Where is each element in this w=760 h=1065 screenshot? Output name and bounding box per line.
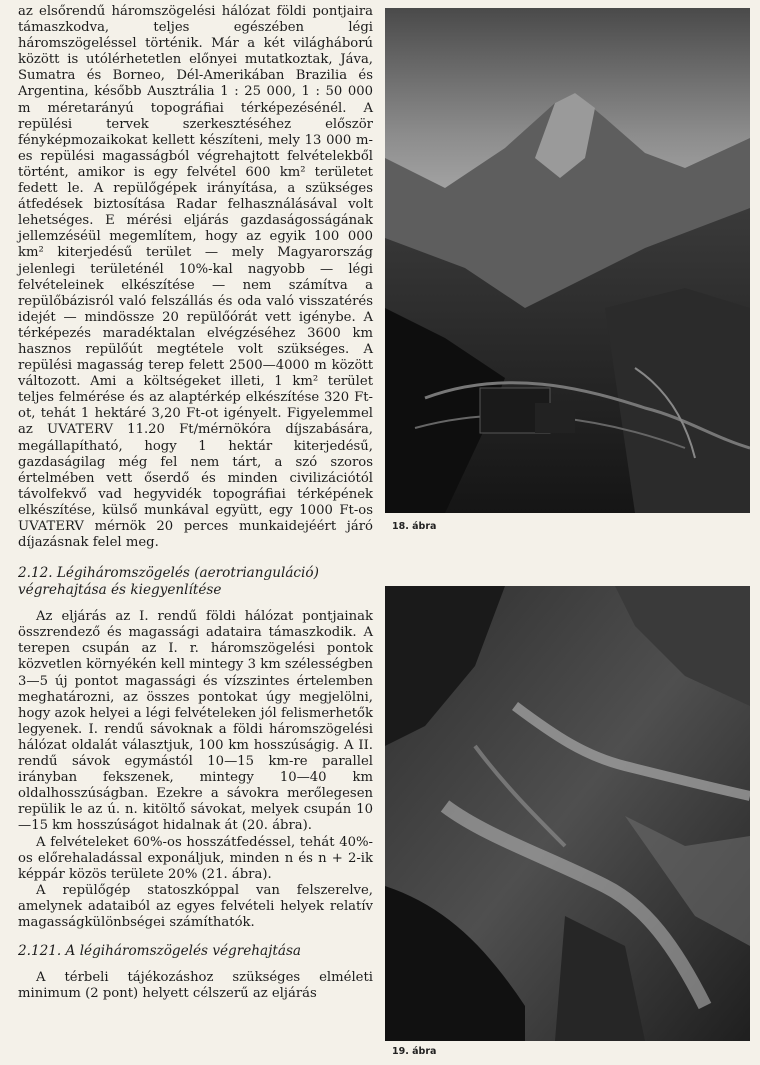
paragraph-5: A térbeli tájékozáshoz szükséges elméleti minimum (2 pont) helyett célszerű az eljárás xyxy=(18,970,373,1002)
figure-18-caption: 18. ábra xyxy=(392,521,437,532)
figure-19-photo xyxy=(385,586,750,1041)
paragraph-1: az elsőrendű háromszögelési hálózat földi pontjaira támaszkodva, teljes egészében légi háromszögeléssel történik. Már a két világháború között is utólérhetetlen előnyei mutatkoztak, Jáva, Sumatra és Borneo, Dél-Amerikában Brazilia és Argentina, később Ausztrália 1 : 25 000, 1 : 50 000 m méretarányú topográfiai térképezésénél. A repülési tervek szerkesztéséhez először fényképmozaikokat kellett készíteni, mely 13 000 m-es repülési magasságból végrehajtott felvételekből történt, amikor is egy felvétel 600 km² területet fedett le. A repülőgépek irányítása, a szükséges átfedések biztosítása Radar felhasználásával volt lehetséges. E mérési eljárás gazdaságosságának jellemzéséül megemlítem, hogy az egyik 100 000 km² kiterjedésű terület — mely Magyarország jelenlegi területénél 10%-kal nagyobb — légi felvételeinek elkészítése — nem számítva a repülőbázisról való felszállás és oda való visszatérés idejét — mindösszе 20 repülőórát vett igénybe. A térképezés maradéktalan elvégzéséhez 3600 km hasznos repülőút megtétele volt szükséges. A repülési magasság terep felett 2500—4000 m között változott. Ami a költségeket illeti, 1 km² terület teljes felmérése és az alaptérkép elkészítése 320 Ft-ot, tehát 1 hektáré 3,20 Ft-ot igényelt. Figyelemmel az UVATERV 11.20 Ft/mérnökóra díjszabására, megállapítható, hogy 1 hektár kiterjedésű, gazdaságilag még fel nem tárt, a szó szoros értelmében vett őserdő és minden civilizációtól távolfekvő vad hegyvidék topográfiai térképének elkészítése, külső munkával együtt, egy 1000 Ft-os UVATERV mérnök 20 perces munkaidejéért járó díjazásnak felel meg. xyxy=(18,4,373,551)
paragraph-3: A felvételeket 60%-os hosszátfedéssel, tehát 40%-os előrehaladással exponáljuk, minden n és n + 2-ik képpár közös területe 20% (21. ábra). xyxy=(18,834,373,882)
section-heading-2-12: 2.12. Légiháromszögelés (aerotrianguláció) végrehajtása és kiegyenlítése xyxy=(18,565,319,599)
figure-18-photo xyxy=(385,8,750,513)
paragraph-4: A repülőgép statoszkóppal van felszerelve, amelynek adataiból az egyes felvételi helyek relatív magasságkülönbségei számíthatók. xyxy=(18,882,373,930)
section-heading-2-121: 2.121. A légiháromszögelés végrehajtása xyxy=(18,943,302,960)
paragraph-2: Az eljárás az I. rendű földi hálózat pontjainak összrendező és magassági adataira támaszkodik. A terepen csupán az I. r. háromszögelési pontok közvetlen környékén kell mintegy 3 km szélességben 3—5 új pontot magassági és vízszintes értelemben meghatározni, az összes pontokat úgy megjelölni, hogy azok helyei a légi felvételeken jól felismerhetők legyenek. I. rendű sávoknak a földi háromszögelési hálózat oldalát választjuk, 100 km hosszúságig. A II. rendű sávok egymástól 10—15 km-re parallel irányban fekszenek, mintegy 10—40 km oldalhosszúságban. Ezekre a sávokra merőlegesen repülik le az ú. n. kitöltő sávokat, melyek csupán 10—15 km hosszúságot hidalnak át (20. ábra). xyxy=(18,609,373,834)
text-column xyxy=(18,4,373,1002)
figure-19-caption: 19. ábra xyxy=(392,1046,437,1057)
